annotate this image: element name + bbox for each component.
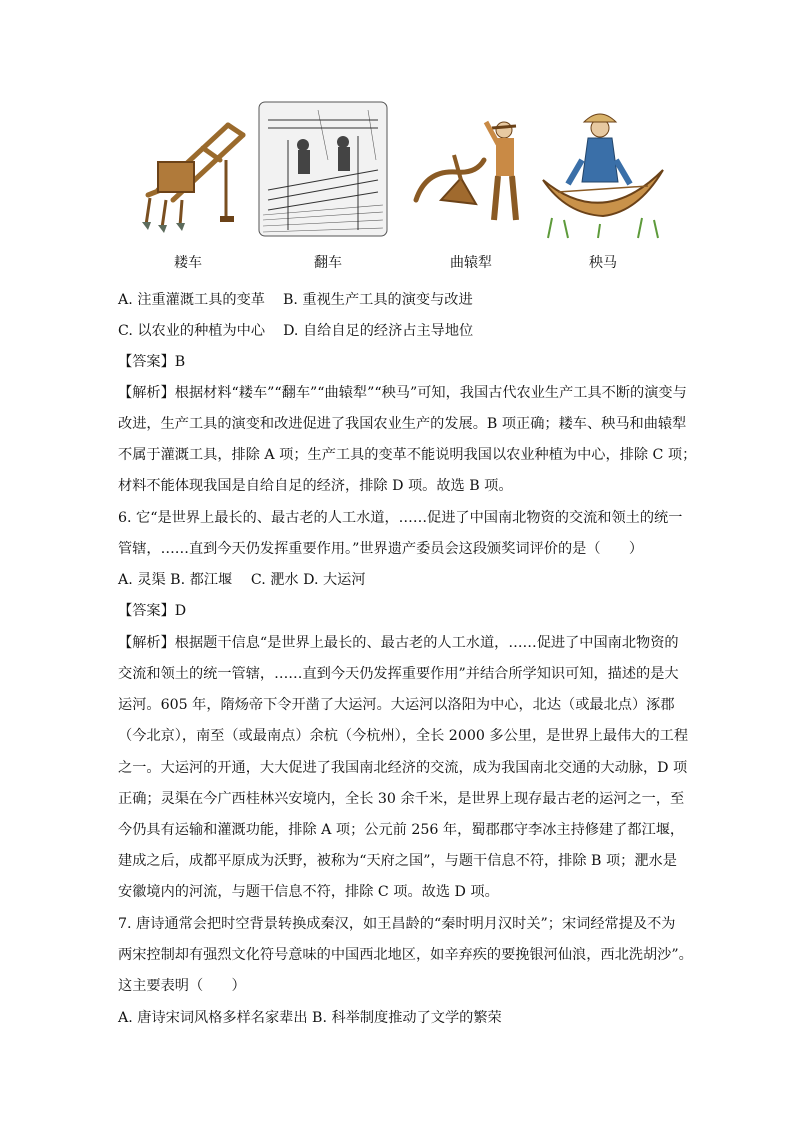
- q7-stem-line: 两宋控制却有强烈文化符号意味的中国西北地区，如辛弃疾的要挽银河仙浪，西北洗胡沙”。: [118, 947, 693, 963]
- q5-options-row-2: [118, 321, 473, 341]
- q6-analysis-line: 交流和领土的统一管辖，……直到今天仍发挥重要作用”并结合所学知识可知，描述的是大: [118, 666, 679, 682]
- q5-option-d: D. 自给自足的经济占主导地位: [283, 323, 474, 339]
- water-wheel-woodcut-icon: [258, 100, 388, 240]
- q6-analysis-line: 建成之后，成都平原成为沃野，被称为“天府之国”，与题干信息不符，排除 B 项；淝水是: [118, 853, 677, 869]
- q5-analysis-line: 不属于灌溉工具，排除 A 项；生产工具的变革不能说明我国以农业种植为中心，排除 C 项；: [118, 447, 697, 463]
- seedling-horse-icon: [538, 100, 668, 240]
- q5-options-row-1: [118, 290, 473, 310]
- figure-seedling-horse: [538, 100, 668, 275]
- q5-analysis-line: 材料不能体现我国是自给自足的经济，排除 D 项。故选 B 项。: [118, 478, 513, 494]
- q7-stem-line: 7. 唐诗通常会把时空背景转换成秦汉，如王昌龄的“秦时明月汉时关”；宋词经常提及不为: [118, 916, 676, 932]
- q6-analysis-line: 安徽境内的河流，与题干信息不符，排除 C 项。故选 D 项。: [118, 884, 499, 900]
- q5-analysis-line: 【解析】根据材料“耧车”“翻车”“曲辕犁”“秧马”可知，我国古代农业生产工具不断的演变与: [118, 385, 687, 401]
- q5-option-a: A. 注重灌溉工具的变革: [118, 292, 265, 308]
- q6-stem-line: 管辖，……直到今天仍发挥重要作用。”世界遗产委员会这段颁奖词评价的是（ ）: [118, 541, 644, 557]
- seed-drill-icon: [128, 100, 248, 240]
- figure-seed-drill: [128, 100, 248, 275]
- figure-curved-plough: [406, 100, 536, 275]
- q6-stem-line: 6. 它“是世界上最长的、最古老的人工水道，……促进了中国南北物资的交流和领土的统一: [118, 510, 683, 526]
- q6-analysis-line: 今仍具有运输和灌溉功能，排除 A 项；公元前 256 年，蜀郡郡守李冰主持修建了都江堰，: [118, 822, 685, 838]
- q6-analysis-line: 【解析】根据题干信息“是世界上最长的、最古老的人工水道，……促进了中国南北物资的: [118, 635, 679, 651]
- figure-caption: 耧车: [174, 255, 202, 271]
- q6-options: A. 灵渠 B. 都江堰 C. 淝水 D. 大运河: [118, 572, 366, 588]
- figure-caption: 秧马: [589, 255, 617, 271]
- q7-stem-line: 这主要表明（ ）: [118, 978, 246, 994]
- q6-analysis-line: （今北京），南至（或最南点）余杭（今杭州），全长 2000 多公里，是世界上最伟大的工程: [118, 728, 689, 744]
- q5-option-c: C. 以农业的种植为中心: [118, 323, 266, 339]
- curved-plough-icon: [406, 100, 536, 240]
- q5-option-b: B. 重视生产工具的演变与改进: [282, 292, 473, 308]
- q6-analysis-line: 运河。605 年，隋炀帝下令开凿了大运河。大运河以洛阳为中心，北达（或最北点）涿郡: [118, 697, 675, 713]
- q5-analysis-line: 改进，生产工具的演变和改进促进了我国农业生产的发展。B 项正确；耧车、秧马和曲辕犁: [118, 416, 687, 432]
- figure-water-wheel: [258, 100, 398, 275]
- figure-caption: 翻车: [314, 255, 342, 271]
- figure-caption: 曲辕犁: [450, 255, 492, 271]
- q5-answer: 【答案】B: [118, 354, 186, 370]
- farming-tools-figures: [118, 100, 678, 280]
- q6-analysis-line: 之一。大运河的开通，大大促进了我国南北经济的交流，成为我国南北交通的大动脉，D 项: [118, 760, 688, 776]
- q7-options: A. 唐诗宋词风格多样名家辈出 B. 科举制度推动了文学的繁荣: [118, 1010, 502, 1026]
- q6-answer: 【答案】D: [118, 603, 187, 619]
- q6-analysis-line: 正确；灵渠在今广西桂林兴安境内，全长 30 余千米，是世界上现存最古老的运河之一，至: [118, 791, 685, 807]
